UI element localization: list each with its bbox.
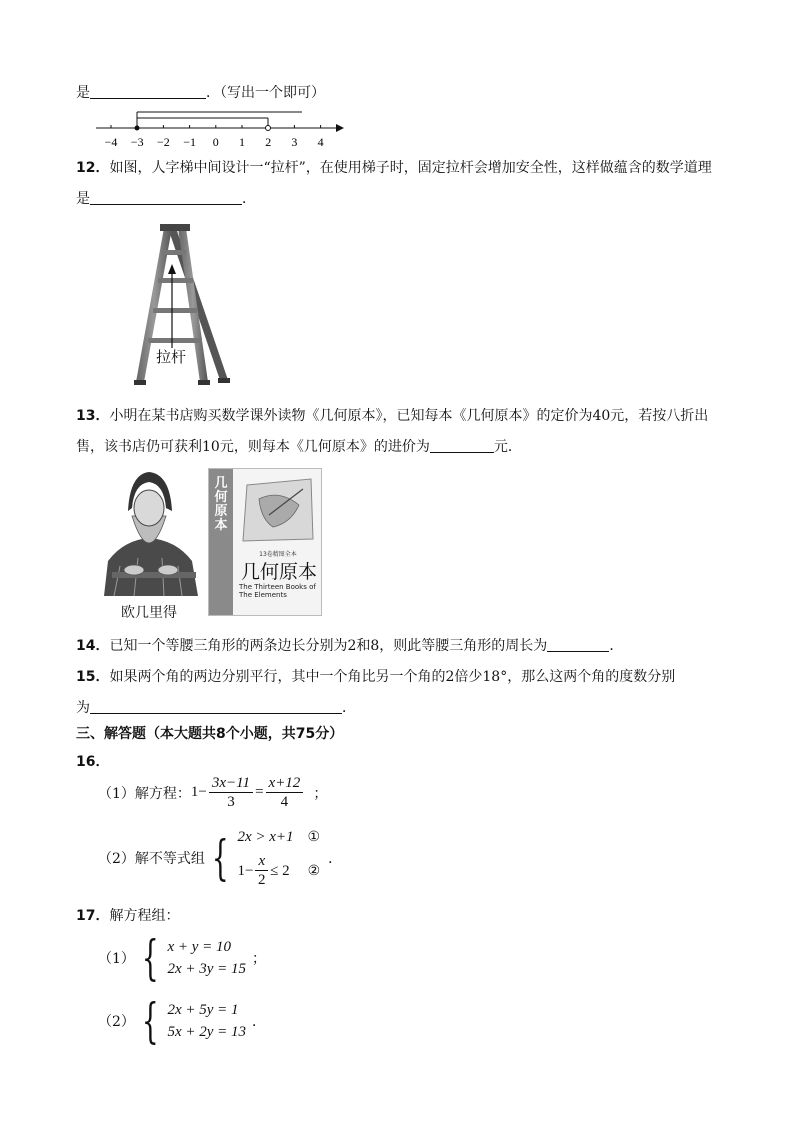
point-minus3 — [135, 126, 140, 131]
number-line-tick-label: 2 — [265, 135, 272, 149]
number-line-tick-label: −2 — [157, 135, 170, 149]
q16-part2 — [98, 826, 342, 889]
q16-part1-end: ； — [313, 785, 328, 802]
ladder-rung — [162, 250, 186, 255]
q17-brace-2: { — [141, 993, 159, 1049]
q13-text3: 元． — [493, 439, 522, 455]
q12-prefix: 是 — [76, 191, 90, 207]
pull-bar-label: 拉杆 — [156, 348, 187, 366]
q14-blank — [547, 637, 609, 652]
q17-system2-eq2: 5x + 2y = 13 — [167, 1024, 247, 1040]
q16-part2-label: （2）解不等式组 — [98, 850, 205, 867]
ladder-rung — [153, 308, 197, 313]
section-3-heading: 三、解答题（本大题共8个小题，共75分） — [76, 726, 344, 742]
ladder-foot — [134, 380, 146, 385]
book-english-title: The Thirteen Books of The Elements — [239, 583, 316, 599]
q14-text: 已知一个等腰三角形的两条边长分别为2和8，则此等腰三角形的周长为 — [109, 638, 548, 654]
q16-part2-end: ． — [328, 850, 343, 867]
ladder-foot — [218, 378, 230, 383]
q17-text: 解方程组： — [109, 908, 180, 924]
portrait-table — [112, 572, 196, 578]
number-line-tick-label: 1 — [239, 135, 245, 149]
q12-text: 如图，人字梯中间设计一“拉杆”，在使用梯子时，固定拉杆会增加安全性，这样做蕴含的数学道理 — [109, 160, 712, 176]
q16-part1-label: （1）解方程： — [98, 785, 191, 802]
q11-suffix: ．（写出一个即可） — [206, 85, 325, 101]
q17-system1-eq2: 2x + 3y = 15 — [167, 961, 247, 977]
q14-number: 14． — [76, 638, 110, 654]
q16-brace: { — [211, 829, 229, 886]
number-line — [90, 104, 350, 150]
q13-blank — [430, 438, 494, 453]
q16-part1-equals: = — [255, 784, 264, 800]
q17-part1 — [98, 930, 267, 986]
q13-line1 — [76, 405, 708, 425]
q16-number: 16． — [76, 754, 110, 770]
q17-number: 17． — [76, 908, 110, 924]
q16-fraction2: $\frac{x+12}{4}$ — [266, 774, 304, 811]
q15-line2 — [76, 697, 356, 717]
q16-part1-lhs: 1− — [190, 784, 207, 800]
number-line-tick-label: −4 — [104, 135, 118, 149]
portrait-hand — [124, 565, 144, 575]
q12-blank — [90, 190, 242, 205]
q12-number: 12． — [76, 160, 110, 176]
q15-line1 — [76, 666, 675, 686]
q15-text: 如果两个角的两边分别平行，其中一个角比另一个角的2倍少18°，那么这两个角的度数分别 — [109, 669, 676, 685]
q11-blank — [90, 84, 206, 99]
q11-answer-line — [76, 82, 325, 102]
q15-blank — [90, 699, 342, 714]
q16-inequality-1: 2x > x+1 ① — [237, 829, 321, 845]
ladder-rung — [148, 338, 202, 343]
q17-part1-end: ； — [252, 951, 267, 967]
pull-bar-pointer-head — [168, 264, 176, 274]
book-subtitle: 13卷精图全本 — [259, 551, 297, 558]
q17-system-1 — [135, 930, 247, 986]
book-title: 几何原本 — [240, 561, 317, 583]
number-line-tick-label: 4 — [317, 135, 324, 149]
book-spine-title: 几何原本 — [214, 476, 228, 533]
q17-part2-label: （2） — [98, 1014, 135, 1030]
q14-suffix: ． — [609, 638, 624, 654]
q17-part2 — [98, 993, 267, 1049]
number-line-tick-label: 0 — [212, 135, 219, 149]
q13-text2: 售，该书店仍可获利10元，则每本《几何原本》的进价为 — [76, 439, 430, 455]
ladder-top — [160, 224, 190, 231]
q17-line — [76, 905, 179, 925]
q13-text1: 小明在某书店购买数学课外读物《几何原本》，已知每本《几何原本》的定价为40元，若按八折出 — [109, 408, 709, 424]
q15-number: 15． — [76, 669, 110, 685]
ladder-foot — [198, 380, 210, 385]
euclid-portrait — [94, 466, 204, 596]
q13-line2 — [76, 436, 522, 456]
q17-part1-label: （1） — [98, 951, 135, 967]
portrait-hand — [158, 565, 178, 575]
number-line-tick-labels — [105, 135, 324, 149]
point-2 — [266, 126, 271, 131]
number-line-tick-label: 3 — [291, 135, 298, 149]
q17-system1-eq1: x + y = 10 — [167, 939, 232, 955]
q17-system-2 — [135, 993, 247, 1049]
q13-number: 13． — [76, 408, 110, 424]
q16-part1 — [98, 774, 327, 811]
book-cover — [208, 468, 322, 616]
q12-line2 — [76, 188, 256, 208]
q15-suffix: ． — [342, 700, 356, 716]
q11-prefix: 是 — [76, 85, 90, 101]
ladder-rung — [158, 278, 193, 283]
portrait-face — [134, 490, 164, 526]
q17-part2-end: ． — [252, 1014, 267, 1030]
q17-brace-1: { — [141, 930, 159, 986]
q15-prefix: 为 — [76, 700, 90, 716]
q17-system2-eq1: 2x + 5y = 1 — [167, 1002, 239, 1018]
number-line-tick-label: −3 — [130, 135, 144, 149]
q16-inequality-2: 1− $\frac{x}{2}$ ≤ 2 ② — [237, 853, 321, 888]
q14-line — [76, 635, 623, 655]
book-cover-illustration — [239, 475, 317, 545]
number-line-arrow — [336, 124, 344, 132]
number-line-tick-label: −1 — [183, 135, 196, 149]
q12-suffix: ． — [242, 191, 256, 207]
q16-inequality-system — [205, 826, 320, 889]
q16-fraction1: $\frac{3x-11}{3}$ — [209, 774, 253, 811]
portrait-caption: 欧几里得 — [121, 605, 177, 621]
q12-line1 — [76, 157, 712, 177]
